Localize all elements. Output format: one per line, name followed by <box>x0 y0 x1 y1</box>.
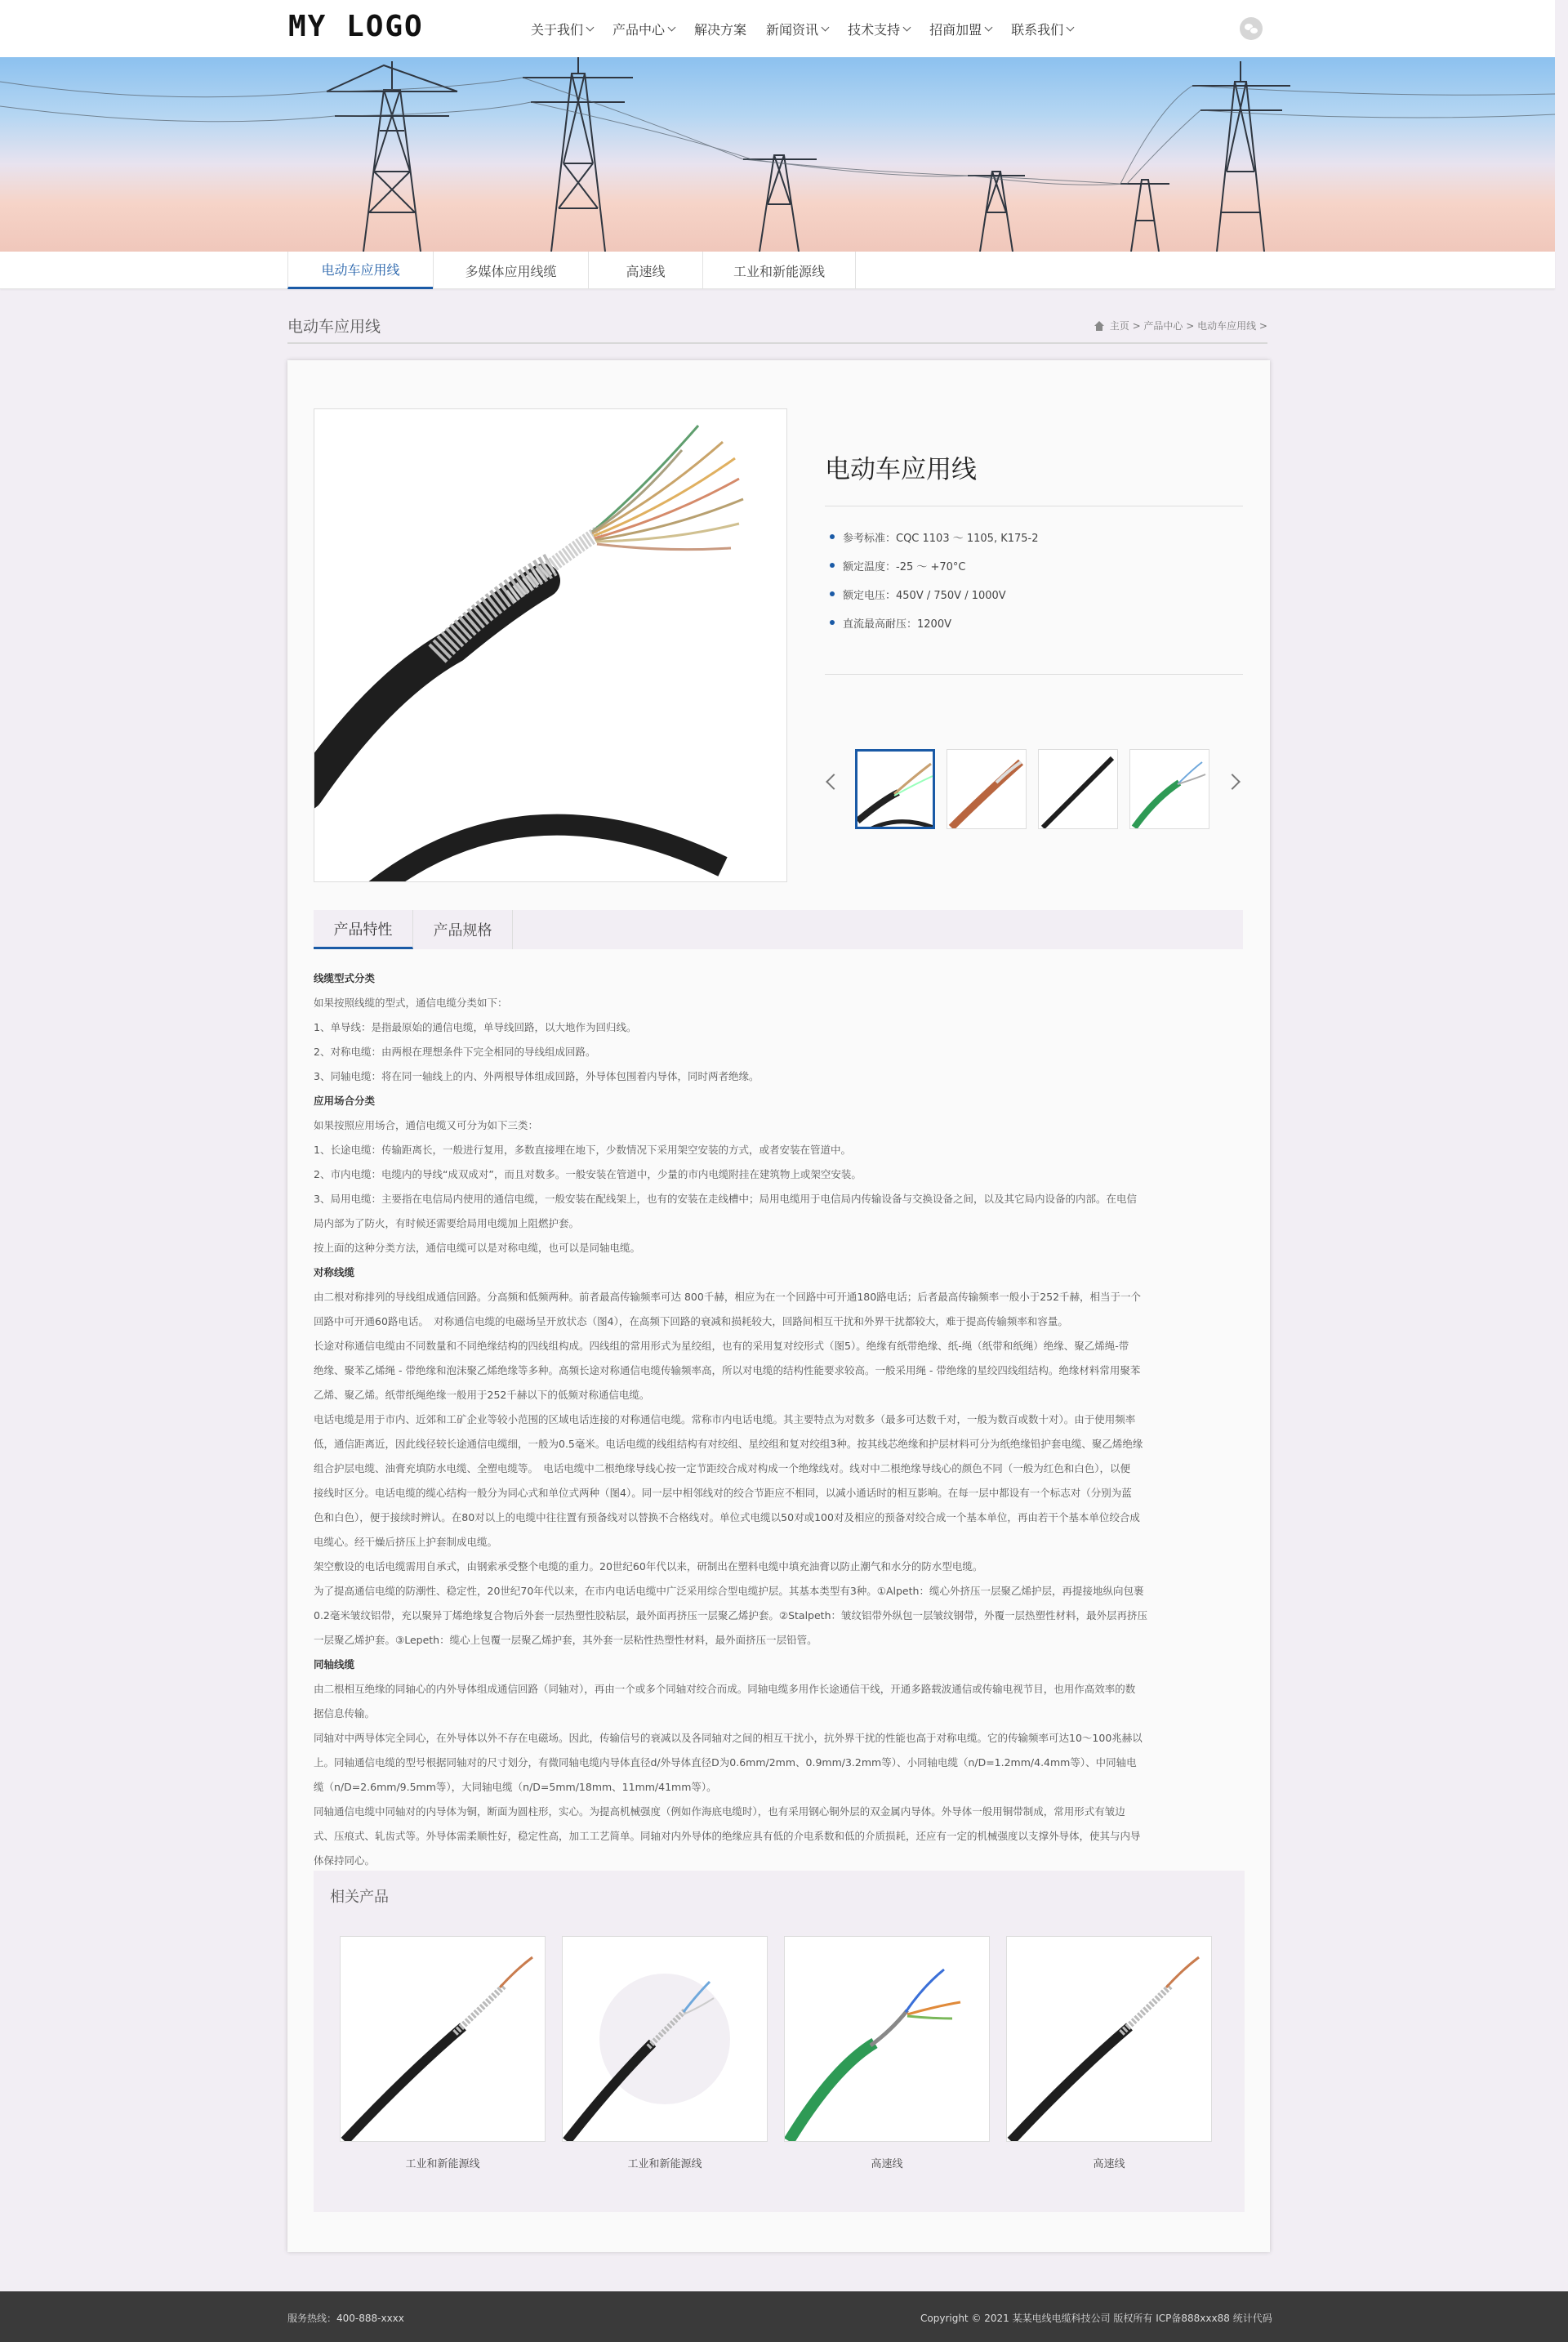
footer-hotline: 服务热线：400-888-xxxx <box>287 2313 404 2324</box>
description-line: 回路中可开通60路电话。 对称通信电缆的电磁场呈开放状态（图4），在高频下回路的衰减和损耗较大，回路间相互干扰和外界干扰都较大，难于提高传输频率和容量。 <box>314 1315 1068 1327</box>
spec-item: 直流最高耐压：1200V <box>830 615 1039 644</box>
description-line: 如果按照应用场合，通信电缆又可分为如下三类： <box>314 1119 539 1131</box>
logo[interactable]: MY LOGO <box>288 10 424 43</box>
nav-item-products[interactable] <box>612 20 675 38</box>
main-nav <box>531 0 1093 57</box>
related-label[interactable]: 高速线 <box>1093 2158 1125 2170</box>
description-line: 据信息传输。 <box>314 1707 376 1720</box>
cable-image <box>314 409 787 882</box>
tab-high-speed-cable[interactable]: 高速线 <box>588 252 702 289</box>
spec-item: 额定温度：-25 ～ +70°C <box>830 558 1039 587</box>
related-item[interactable] <box>340 1936 546 2170</box>
tab-features[interactable]: 产品特性 <box>314 910 413 949</box>
chevron-down-icon <box>668 23 676 31</box>
breadcrumb-bar <box>287 306 1267 344</box>
description-line: 按上面的这种分类方法，通信电缆可以是对称电缆，也可以是同轴电缆。 <box>314 1242 641 1254</box>
description-line: 3、同轴电缆：将在同一轴线上的内、外两根导体组成回路，外导体包围着内导体，同时两者绝缘。 <box>314 1070 760 1082</box>
chevron-down-icon <box>586 23 595 31</box>
description-line: 0.2毫米皱纹铝带，充以聚异丁烯绝缘复合物后外套一层热塑性胶粘层，最外面再挤压一层聚乙烯护套。②Stalpeth：皱纹铝带外纵包一层皱纹钢带，外覆一层热塑性材料，最外层再挤压 <box>314 1609 1148 1622</box>
divider <box>825 674 1243 675</box>
description-line: 绝缘、聚苯乙烯绳 - 带绝缘和泡沫聚乙烯绝缘等多种。高频长途对称通信电缆传输频率高，所以对电缆的结构性能要求较高。一般采用绳 - 带绝缘的星绞四线组结构。绝缘材料常用聚苯 <box>314 1364 1141 1376</box>
related-label[interactable]: 高速线 <box>871 2158 903 2170</box>
nav-label: 关于我们 <box>531 21 584 38</box>
spec-item: 额定电压：450V / 750V / 1000V <box>830 587 1039 615</box>
related-image[interactable] <box>784 1936 990 2142</box>
nav-label: 招商加盟 <box>929 21 982 38</box>
product-tabs <box>314 910 1243 949</box>
description-heading: 线缆型式分类 <box>314 972 376 984</box>
description-line: 乙烯、聚乙烯。纸带纸绳绝缘一般用于252千赫以下的低频对称通信电缆。 <box>314 1389 650 1401</box>
nav-label: 产品中心 <box>612 21 666 38</box>
chevron-down-icon <box>822 23 830 31</box>
related-image[interactable] <box>340 1936 546 2142</box>
spec-item: 参考标准：CQC 1103 ～ 1105, K175-2 <box>830 529 1039 558</box>
banner-image <box>0 57 1555 252</box>
breadcrumb[interactable] <box>1094 319 1267 332</box>
description-line: 如果按照线缆的型式，通信电缆分类如下： <box>314 997 508 1009</box>
related-products <box>314 1871 1245 2212</box>
related-title: 相关产品 <box>330 1889 389 1906</box>
nav-label: 新闻资讯 <box>766 21 819 38</box>
chevron-down-icon <box>985 23 993 31</box>
description-line: 2、对称电缆：由两根在理想条件下完全相同的导线组成回路。 <box>314 1046 596 1058</box>
tab-multimedia-cable[interactable]: 多媒体应用线缆 <box>433 252 588 289</box>
thumbnail-1[interactable] <box>855 749 935 829</box>
related-image[interactable] <box>562 1936 768 2142</box>
chevron-down-icon <box>1067 23 1075 31</box>
nav-label: 联系我们 <box>1011 21 1064 38</box>
description-heading: 应用场合分类 <box>314 1095 376 1107</box>
nav-item-news[interactable] <box>766 20 828 38</box>
footer-copyright[interactable]: Copyright © 2021 某某电线电缆科技公司 版权所有 ICP备888xxx88 统计代码 <box>920 2313 1272 2324</box>
power-tower-illustration <box>0 57 1555 252</box>
nav-item-support[interactable] <box>848 20 910 38</box>
description-line: 上。同轴通信电缆的型号根据同轴对的尺寸划分，有微同轴电缆内导体直径d/外导体直径D为0.6mm/2mm、0.9mm/3.2mm等）、小同轴电缆（n/D=1.2mm/4.4mm等）、中同轴电 <box>314 1756 1137 1769</box>
related-item[interactable] <box>562 1936 768 2170</box>
description-line: 3、局用电缆：主要指在电信局内使用的通信电缆，一般安装在配线架上，也有的安装在走线槽中；局用电缆用于电信局内传输设备与交换设备之间，以及其它局内设备的内部。在电信 <box>314 1193 1137 1205</box>
product-detail-panel <box>287 360 1270 2252</box>
thumbnail-2[interactable] <box>947 749 1027 829</box>
description-line: 同轴对中两导体完全同心，在外导体以外不存在电磁场。因此，传输信号的衰减以及各同轴对之间的相互干扰小，抗外界干扰的性能也高于对称电缆。它的传输频率可达10～100兆赫以 <box>314 1732 1143 1744</box>
product-description <box>314 966 1245 1873</box>
description-line: 式、压痕式、轧齿式等。外导体需柔顺性好，稳定性高，加工工艺简单。同轴对内外导体的绝缘应具有低的介电系数和低的介质损耗，还应有一定的机械强度以支撑外导体，使其与内导 <box>314 1830 1141 1842</box>
description-line: 为了提高通信电缆的防潮性、稳定性，20世纪70年代以来，在市内电话电缆中广泛采用综合型电缆护层。其基本类型有3种。①Alpeth：缆心外挤压一层聚乙烯护层，再提接地纵向包裹 <box>314 1585 1144 1597</box>
tab-specifications[interactable]: 产品规格 <box>413 910 513 949</box>
description-line: 架空敷设的电话电缆需用自承式，由钢索承受整个电缆的重力。20世纪60年代以来，研制出在塑料电缆中填充油膏以防止潮气和水分的防水型电缆。 <box>314 1560 983 1572</box>
description-line: 2、市内电缆：电缆内的导线“成双成对”，而且对数多。一般安装在管道中，少量的市内电缆附挂在建筑物上或架空安装。 <box>314 1168 862 1180</box>
description-line: 电缆心。经干燥后挤压上护套制成电缆。 <box>314 1536 498 1548</box>
description-line: 色和白色），便于接续时辨认。在80对以上的电缆中往往置有预备线对以替换不合格线对。单位式电缆以50对或100对及相应的预备对绞合成一个基本单位，再由若干个基本单位绞合成 <box>314 1511 1140 1523</box>
nav-label: 解决方案 <box>694 21 747 38</box>
description-line: 接线时区分。电话电缆的缆心结构一般分为同心式和单位式两种（图4）。同一层中相邻线对的绞合节距应不相同，以减小通话时的相互影响。在每一层中都设有一个标志对（分别为蓝 <box>314 1487 1132 1499</box>
description-line: 缆（n/D=2.6mm/9.5mm等），大同轴电缆（n/D=5mm/18mm、11mm/41mm等）。 <box>314 1781 717 1793</box>
related-label[interactable]: 工业和新能源线 <box>405 2158 480 2170</box>
site-footer <box>0 2291 1568 2342</box>
nav-label: 技术支持 <box>848 21 901 38</box>
chevron-down-icon <box>903 23 911 31</box>
description-line: 长途对称通信电缆由不同数量和不同绝缘结构的四线组构成。四线组的常用形式为星绞组，也有的采用复对绞形式（图5）。绝缘有纸带绝缘、纸-绳（纸带和纸绳）绝缘、聚乙烯绳-带 <box>314 1340 1129 1352</box>
nav-item-about[interactable] <box>531 20 593 38</box>
spec-list <box>830 529 1039 644</box>
description-line: 1、长途电缆：传输距离长，一般进行复用，多数直接埋在地下，少数情况下采用架空安装的方式，或者安装在管道中。 <box>314 1144 851 1156</box>
related-label[interactable]: 工业和新能源线 <box>627 2158 702 2170</box>
thumbnail-4[interactable] <box>1129 749 1209 829</box>
page-title: 电动车应用线 <box>287 318 381 336</box>
chevron-right-icon[interactable] <box>1224 774 1241 790</box>
description-line: 电话电缆是用于市内、近郊和工矿企业等较小范围的区域电话连接的对称通信电缆。常称市内电话电缆。其主要特点为对数多（最多可达数千对，一般为数百或数十对）。由于使用频率 <box>314 1413 1136 1425</box>
related-item[interactable] <box>784 1936 990 2170</box>
description-line: 低，通信距离近，因此线径较长途通信电缆细，一般为0.5毫米。电话电缆的线组结构有对绞组、星绞组和复对绞组3种。按其线芯绝缘和护层材料可分为纸绝缘铅护套电缆、聚乙烯绝缘 <box>314 1438 1143 1450</box>
nav-item-solutions[interactable] <box>694 20 746 38</box>
wechat-icon[interactable] <box>1240 17 1263 40</box>
breadcrumb-path[interactable]: 主页 > 产品中心 > 电动车应用线 > <box>1109 320 1267 332</box>
description-line: 组合护层电缆、油膏充填防水电缆、全塑电缆等。 电话电缆中二根绝缘导线心按一定节距绞合成对构成一个绝缘线对。线对中二根绝缘导线心的颜色不同（一般为红色和白色），以便 <box>314 1462 1131 1474</box>
description-line: 1、单导线：是指最原始的通信电缆，单导线回路，以大地作为回归线。 <box>314 1021 637 1033</box>
description-line: 局内部为了防火，有时候还需要给局用电缆加上阻燃护套。 <box>314 1217 580 1229</box>
product-main-image <box>314 408 787 882</box>
related-item[interactable] <box>1006 1936 1212 2170</box>
category-tab-bar <box>0 252 1555 289</box>
description-line: 由二根相互绝缘的同轴心的内外导体组成通信回路（同轴对），再由一个或多个同轴对绞合而成。同轴电缆多用作长途通信干线，开通多路载波通信或传输电视节目，也用作高效率的数 <box>314 1683 1136 1695</box>
tab-ev-cable[interactable]: 电动车应用线 <box>287 252 433 289</box>
nav-item-franchise[interactable] <box>929 20 991 38</box>
description-line: 由二根对称排列的导线组成通信回路。分高频和低频两种。前者最高传输频率可达 800千赫，相应为在一个回路中可开通180路电话；后者最高传输频率一般小于252千赫，相当于一个 <box>314 1291 1142 1303</box>
chevron-left-icon[interactable] <box>826 774 842 790</box>
description-line: 体保持同心。 <box>314 1854 376 1867</box>
product-title: 电动车应用线 <box>825 455 977 484</box>
site-header <box>0 0 1555 57</box>
description-line: 同轴通信电缆中同轴对的内导体为铜，断面为圆柱形，实心。为提高机械强度（例如作海底电缆时），也有采用钢心铜外层的双金属内导体。外导体一般用铜带制成，常用形式有皱边 <box>314 1805 1125 1818</box>
home-icon[interactable] <box>1094 321 1105 331</box>
tab-industrial-cable[interactable]: 工业和新能源线 <box>702 252 856 289</box>
description-line: 一层聚乙烯护套。③Lepeth：缆心上包覆一层聚乙烯护套，其外套一层粘性热塑性材料，最外面挤压一层铅管。 <box>314 1634 817 1646</box>
related-image[interactable] <box>1006 1936 1212 2142</box>
description-heading: 对称线缆 <box>314 1266 355 1278</box>
thumbnail-3[interactable] <box>1038 749 1118 829</box>
description-heading: 同轴线缆 <box>314 1658 355 1671</box>
nav-item-contact[interactable] <box>1011 20 1073 38</box>
